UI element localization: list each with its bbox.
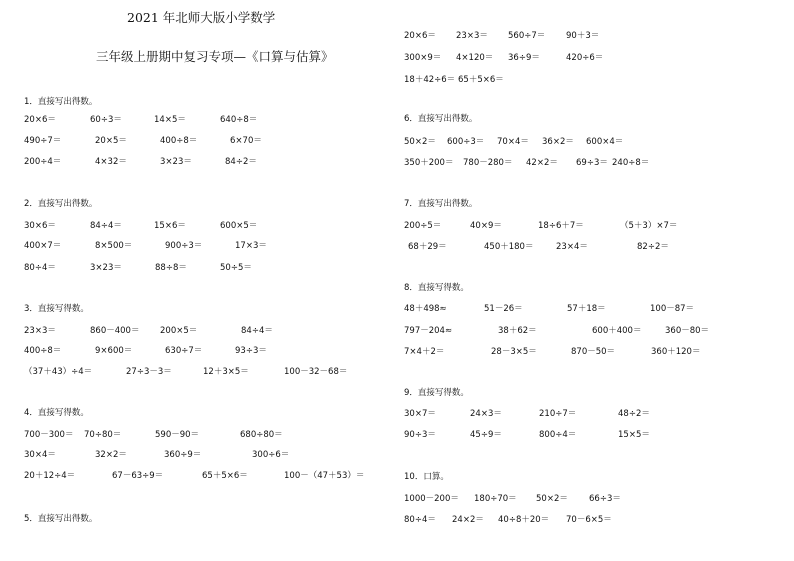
- problem-item: 68＋29＝: [408, 242, 447, 252]
- problem-item: 15×6＝: [154, 221, 186, 231]
- problem-item: 12＋3×5＝: [203, 367, 249, 377]
- problem-item: 69÷3＝: [576, 158, 608, 168]
- problem-item: 23×3＝: [456, 31, 488, 41]
- problem-item: 24×2＝: [452, 515, 484, 525]
- problem-item: 50×2＝: [404, 137, 436, 147]
- section-heading: 4．直接写得数。: [24, 408, 89, 418]
- section-heading: 10．口算。: [404, 472, 449, 482]
- problem-item: 8×500＝: [95, 241, 133, 251]
- problem-item: 30×4＝: [24, 450, 56, 460]
- section-heading: 5．直接写出得数。: [24, 514, 98, 524]
- section-heading: 9．直接写得数。: [404, 388, 469, 398]
- problem-item: 100－32－68＝: [284, 367, 348, 377]
- problem-item: 36÷9＝: [508, 53, 540, 63]
- problem-item: 700－300＝: [24, 430, 74, 440]
- problem-item: 45÷9＝: [470, 430, 502, 440]
- problem-item: 67－63÷9＝: [112, 471, 164, 481]
- problem-item: 490÷7＝: [24, 136, 62, 146]
- problem-item: 51－26＝: [484, 304, 523, 314]
- problem-item: 100－87＝: [650, 304, 695, 314]
- problem-item: 630÷7＝: [165, 346, 203, 356]
- problem-item: 65＋5×6＝: [202, 471, 248, 481]
- problem-item: 300÷6＝: [252, 450, 290, 460]
- problem-item: （37＋43）÷4＝: [24, 367, 93, 377]
- problem-item: 20×6＝: [24, 115, 56, 125]
- problem-item: 800÷4＝: [539, 430, 577, 440]
- page-subtitle: 三年级上册期中复习专项—《口算与估算》: [96, 49, 334, 64]
- problem-item: 1000－200＝: [404, 494, 459, 504]
- problem-item: 90＋3＝: [566, 31, 600, 41]
- problem-item: 50÷5＝: [220, 263, 252, 273]
- problem-item: 57＋18＝: [567, 304, 606, 314]
- problem-item: 640÷8＝: [220, 115, 258, 125]
- problem-item: 680÷80＝: [240, 430, 283, 440]
- problem-item: 350＋200＝: [404, 158, 454, 168]
- problem-item: 400÷8＝: [160, 136, 198, 146]
- problem-item: 30×6＝: [24, 221, 56, 231]
- problem-item: 18＋42÷6＝: [404, 75, 456, 85]
- problem-item: 360－80＝: [665, 326, 710, 336]
- problem-item: 80÷4＝: [404, 515, 436, 525]
- problem-item: 20＋12÷4＝: [24, 471, 76, 481]
- section-heading: 7．直接写出得数。: [404, 199, 478, 209]
- problem-item: 870－50＝: [571, 347, 616, 357]
- problem-item: 600＋400＝: [592, 326, 642, 336]
- problem-item: 48÷2＝: [618, 409, 650, 419]
- problem-item: 28－3×5＝: [491, 347, 537, 357]
- problem-item: 20×5＝: [95, 136, 127, 146]
- problem-item: 400÷8＝: [24, 346, 62, 356]
- problem-item: 18÷6＋7＝: [538, 221, 584, 231]
- problem-item: 23×3＝: [24, 326, 56, 336]
- section-heading: 1．直接写出得数。: [24, 97, 98, 107]
- problem-item: 40÷8＋20＝: [498, 515, 550, 525]
- problem-item: 360＋120＝: [651, 347, 701, 357]
- problem-item: 600÷3＝: [447, 137, 485, 147]
- problem-item: 860－400＝: [90, 326, 140, 336]
- problem-item: 90÷3＝: [404, 430, 436, 440]
- problem-item: 84÷4＝: [241, 326, 273, 336]
- problem-item: 93÷3＝: [235, 346, 267, 356]
- problem-item: 36×2＝: [542, 137, 574, 147]
- problem-item: 360÷9＝: [164, 450, 202, 460]
- problem-item: 14×5＝: [154, 115, 186, 125]
- problem-item: 84÷2＝: [225, 157, 257, 167]
- problem-item: 400×7＝: [24, 241, 62, 251]
- problem-item: 420÷6＝: [566, 53, 604, 63]
- problem-item: 560÷7＝: [508, 31, 546, 41]
- problem-item: 30×7＝: [404, 409, 436, 419]
- problem-item: 70－6×5＝: [566, 515, 612, 525]
- problem-item: 32×2＝: [95, 450, 127, 460]
- problem-item: 3×23＝: [160, 157, 192, 167]
- problem-item: 600×5＝: [220, 221, 258, 231]
- problem-item: 20×6＝: [404, 31, 436, 41]
- section-heading: 8．直接写得数。: [404, 283, 469, 293]
- section-heading: 6．直接写出得数。: [404, 114, 478, 124]
- problem-item: 48＋498≈: [404, 304, 447, 314]
- problem-item: 70÷80＝: [84, 430, 122, 440]
- problem-item: 42×2＝: [526, 158, 558, 168]
- problem-item: 80÷4＝: [24, 263, 56, 273]
- problem-item: 82÷2＝: [637, 242, 669, 252]
- problem-item: 40×9＝: [470, 221, 502, 231]
- problem-item: 590－90＝: [155, 430, 200, 440]
- page-title: 2021 年北师大版小学数学: [127, 10, 276, 25]
- problem-item: 88÷8＝: [155, 263, 187, 273]
- problem-item: 65＋5×6＝: [458, 75, 504, 85]
- problem-item: 4×120＝: [456, 53, 494, 63]
- problem-item: （5＋3）×7＝: [620, 221, 678, 231]
- problem-item: 200÷5＝: [404, 221, 442, 231]
- problem-item: 200×5＝: [160, 326, 198, 336]
- problem-item: 900÷3＝: [165, 241, 203, 251]
- problem-item: 450＋180＝: [484, 242, 534, 252]
- problem-item: 100－（47＋53）＝: [284, 471, 365, 481]
- problem-item: 17×3＝: [235, 241, 267, 251]
- problem-item: 6×70＝: [230, 136, 262, 146]
- problem-item: 300×9＝: [404, 53, 442, 63]
- problem-item: 50×2＝: [536, 494, 568, 504]
- problem-item: 60÷3＝: [90, 115, 122, 125]
- section-heading: 3．直接写得数。: [24, 304, 89, 314]
- problem-item: 4×32＝: [95, 157, 127, 167]
- problem-item: 3×23＝: [90, 263, 122, 273]
- section-heading: 2．直接写出得数。: [24, 199, 98, 209]
- problem-item: 15×5＝: [618, 430, 650, 440]
- problem-item: 200÷4＝: [24, 157, 62, 167]
- problem-item: 66÷3＝: [589, 494, 621, 504]
- problem-item: 797－204≈: [404, 326, 453, 336]
- problem-item: 180÷70＝: [474, 494, 517, 504]
- problem-item: 210÷7＝: [539, 409, 577, 419]
- problem-item: 27÷3－3＝: [126, 367, 172, 377]
- problem-item: 7×4＋2＝: [404, 347, 445, 357]
- problem-item: 240÷8＝: [612, 158, 650, 168]
- problem-item: 9×600＝: [95, 346, 133, 356]
- problem-item: 780－280＝: [463, 158, 513, 168]
- problem-item: 38＋62＝: [498, 326, 537, 336]
- problem-item: 23×4＝: [556, 242, 588, 252]
- problem-item: 70×4＝: [497, 137, 529, 147]
- problem-item: 600×4＝: [586, 137, 624, 147]
- problem-item: 84÷4＝: [90, 221, 122, 231]
- problem-item: 24×3＝: [470, 409, 502, 419]
